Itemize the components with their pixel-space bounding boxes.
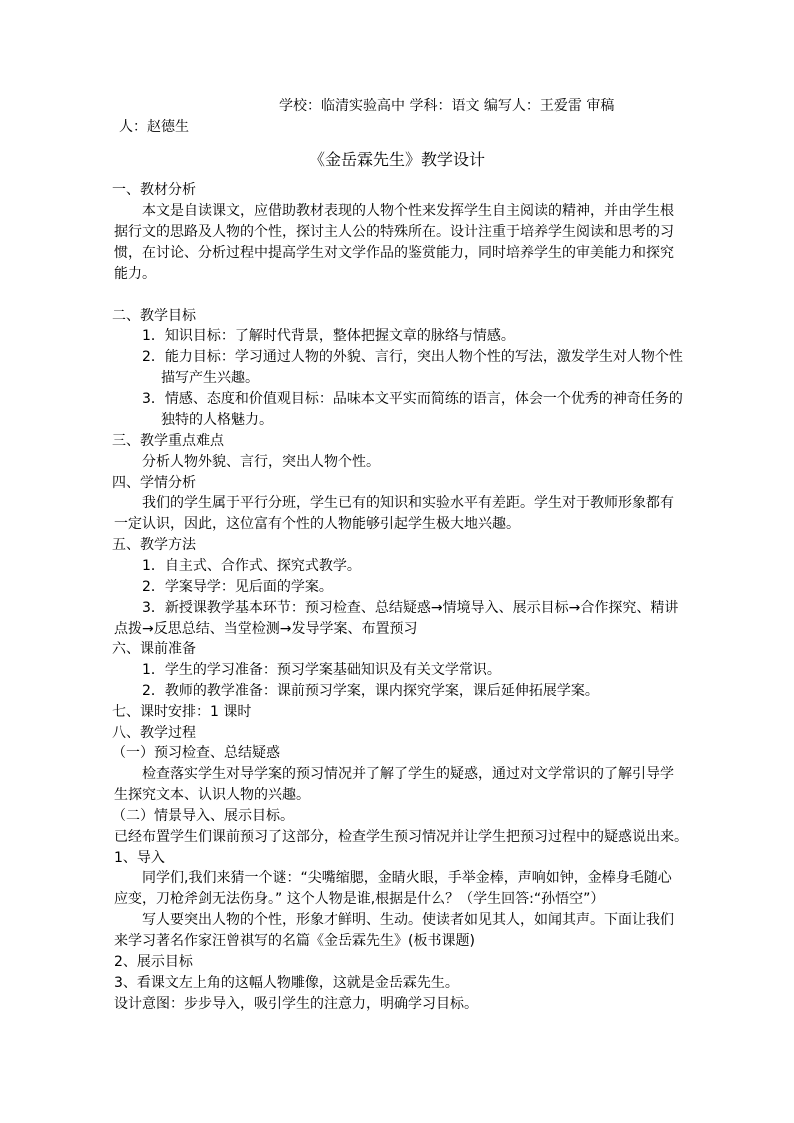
list-item: 1．知识目标：了解时代背景，整体把握文章的脉络与情感。 <box>142 328 515 344</box>
list-item: 2．教师的教学准备：课前预习学案，课内探究学案，课后延伸拓展学案。 <box>142 683 599 699</box>
paragraph-line: 已经布置学生们课前预习了这部分，检查学生预习情况并让学生把预习过程中的疑惑说出来。 <box>114 829 688 845</box>
paragraph-line: 能力。 <box>114 266 156 282</box>
paragraph-line: 来学习著名作家汪曾祺写的名篇《金岳霖先生》(板书课题) <box>114 933 475 949</box>
document-title: 《金岳霖先生》教学设计 <box>308 150 485 169</box>
step-heading: 3、看课文左上角的这幅人物雕像，这就是金岳霖先生。 <box>114 975 459 991</box>
section-heading: 四、学情分析 <box>112 475 196 491</box>
section-heading: 二、教学目标 <box>112 308 196 324</box>
list-item: 2．能力目标：学习通过人物的外貌、言行，突出人物个性的写法，激发学生对人物个性 <box>142 349 683 365</box>
list-item: 1．自主式、合作式、探究式教学。 <box>142 558 361 574</box>
list-item-continuation: 点拨→反思总结、当堂检测→发导学案、布置预习 <box>114 621 418 637</box>
list-item-continuation: 独特的人格魅力。 <box>161 412 273 428</box>
section-heading: 五、教学方法 <box>112 537 196 553</box>
list-item-continuation: 描写产生兴趣。 <box>161 370 259 386</box>
section-heading: 八、教学过程 <box>112 725 196 741</box>
paragraph-line: 检查落实学生对导学案的预习情况并了解了学生的疑惑，通过对文学常识的了解引导学 <box>142 766 674 782</box>
section-heading: 一、教材分析 <box>112 182 196 198</box>
section-heading: 七、课时安排：1 课时 <box>112 704 252 720</box>
step-heading: 1、导入 <box>114 850 165 866</box>
list-item: 1．学生的学习准备：预习学案基础知识及有关文学常识。 <box>142 662 501 678</box>
list-item: 2．学案导学：见后面的学案。 <box>142 579 333 595</box>
paragraph-line: 分析人物外貌、言行，突出人物个性。 <box>142 454 380 470</box>
header-line-2: 人：赵德生 <box>119 119 189 135</box>
paragraph-line: 据行文的思路及人物的个性，探讨主人公的特殊所在。设计注重于培养学生阅读和思考的习 <box>114 224 674 240</box>
step-heading: 2、展示目标 <box>114 954 193 970</box>
subsection-heading: （一）预习检查、总结疑惑 <box>112 745 280 761</box>
section-heading: 三、教学重点难点 <box>112 433 224 449</box>
section-heading: 六、课前准备 <box>112 641 196 657</box>
subsection-heading: （二）情景导入、展示目标。 <box>112 808 294 824</box>
list-item: 3．情感、态度和价值观目标：品味本文平实而简练的语言，体会一个优秀的神奇任务的 <box>142 391 683 407</box>
header-line-1: 学校：临清实验高中 学科：语文 编写人：王爱雷 审稿 <box>279 98 615 114</box>
paragraph-line: 生探究文本、认识人物的兴趣。 <box>114 787 310 803</box>
paragraph-line: 我们的学生属于平行分班，学生已有的知识和实验水平有差距。学生对于教师形象都有 <box>142 495 674 511</box>
paragraph-line: 写人要突出人物的个性，形象才鲜明、生动。使读者如见其人，如闻其声。下面让我们 <box>142 912 674 928</box>
paragraph-line: 一定认识，因此，这位富有个性的人物能够引起学生极大地兴趣。 <box>114 516 520 532</box>
list-item: 3．新授课教学基本环节：预习检查、总结疑惑→情境导入、展示目标→合作探究、精讲 <box>142 600 679 616</box>
paragraph-line: 应变，刀枪斧剑无法伤身。” 这个人物是谁,根据是什么？（学生回答:“孙悟空”） <box>114 891 605 907</box>
paragraph-line: 本文是自读课文，应借助教材表现的人物个性来发挥学生自主阅读的精神，并由学生根 <box>142 203 674 219</box>
paragraph-line: 同学们,我们来猜一个谜：“尖嘴缩腮，金睛火眼，手举金棒，声响如钟，金棒身毛随心 <box>142 870 672 886</box>
design-intent: 设计意图：步步导入，吸引学生的注意力，明确学习目标。 <box>114 996 478 1012</box>
paragraph-line: 惯，在讨论、分析过程中提高学生对文学作品的鉴赏能力，同时培养学生的审美能力和探究 <box>114 245 674 261</box>
